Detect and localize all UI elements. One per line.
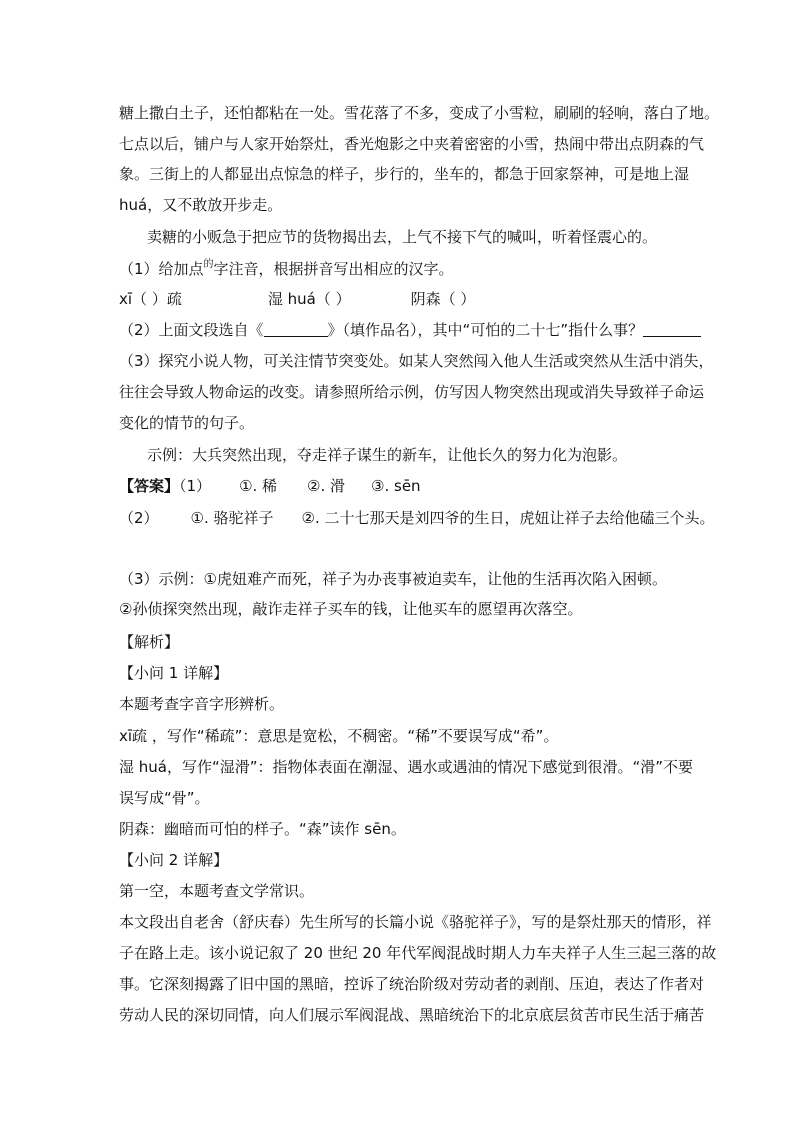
analysis-line: xī疏 ，写作“稀疏”：意思是宽松，不稠密。“稀”不要误写成“希”。 xyxy=(119,727,559,745)
analysis-line: 劳动人民的深切同情，向人们展示军阀混战、黑暗统治下的北京底层贫苦市民生活于痛苦 xyxy=(119,1006,705,1024)
question-2-a: （2）上面文段选自《 xyxy=(119,321,264,339)
answer-1-3: ③. sēn xyxy=(371,477,421,495)
answer-blank[interactable] xyxy=(264,322,328,337)
item-shihua: 湿 huá（ ） xyxy=(267,290,351,308)
passage-line: 糖上撒白土子，还怕都粘在一处。雪花落了不多，变成了小雪粒，刷刷的轻响，落白了地。 xyxy=(119,104,720,122)
answer-tag: 【答案】 xyxy=(119,477,180,495)
answer-3-line: （3）示例：①虎妞难产而死，祥子为办丧事被迫卖车，让他的生活再次陷入困顿。 xyxy=(119,570,667,588)
answer-2-1: ①. 骆驼祥子 xyxy=(190,509,274,527)
answer-1-2: ②. 滑 xyxy=(307,477,346,495)
analysis-line: 子在路上走。该小说记叙了 20 世纪 20 年代军阀混战时期人力车夫祥子人生三起三落的故 xyxy=(119,944,717,962)
question-1 xyxy=(119,259,454,282)
analysis-line: 第一空，本题考查文学常识。 xyxy=(119,882,315,900)
answer-3-line: ②孙侦探突然出现，敲诈走祥子买车的钱，让他买车的愿望再次落空。 xyxy=(119,600,583,618)
question-3-example: 示例：大兵突然出现，夺走祥子谋生的新车，让他长久的努力化为泡影。 xyxy=(147,446,628,464)
question-2 xyxy=(119,320,701,340)
question-2-b: 》（填作品名），其中“可怕的二十七”指什么事？ xyxy=(327,321,644,339)
passage-line: 七点以后，铺户与人家开始祭灶，香光炮影之中夹着密密的小雪，热闹中带出点阴森的气 xyxy=(119,135,705,153)
analysis-tag: 【解析】 xyxy=(119,633,180,651)
item-yinsen: 阴森（ ） xyxy=(410,290,476,308)
dot-mark: 的 xyxy=(203,259,214,270)
question-3-line: 变化的情节的句子。 xyxy=(119,414,255,432)
passage-paragraph: 卖糖的小贩急于把应节的货物揭出去，上气不接下气的喊叫，听着怪震心的。 xyxy=(147,228,658,246)
passage-line: 象。三街上的人都显出点惊急的样子，步行的，坐车的，都急于回家祭神，可是地上湿 xyxy=(119,165,690,183)
analysis-line: 本文段出自老舍（舒庆春）先生所写的长篇小说《骆驼祥子》，写的是祭灶那天的情形，祥 xyxy=(119,913,712,931)
answer-1 xyxy=(119,476,421,496)
answer-2-2: ②. 二十七那天是刘四爷的生日，虎妞让祥子去给他磕三个头。 xyxy=(301,509,715,527)
question-3-line: 往往会导致人物命运的改变。请参照所给示例，仿写因人物突然出现或消失导致祥子命运 xyxy=(119,383,705,401)
item-xi: xī（ ）疏 xyxy=(119,290,182,308)
answer-2-label: （2） xyxy=(119,509,159,527)
question-1-items xyxy=(119,289,475,309)
analysis-line: 误写成“骨”。 xyxy=(119,789,210,807)
answer-1-1: ①. 稀 xyxy=(239,477,278,495)
answer-2 xyxy=(119,508,715,528)
sub-heading-1: 【小问 1 详解】 xyxy=(119,664,229,682)
answer-1-label: （1） xyxy=(179,477,212,495)
passage-line: huá，又不敢放开步走。 xyxy=(119,196,283,214)
analysis-line: 本题考查字音字形辨析。 xyxy=(119,695,285,713)
question-1-suffix: 字注音，根据拼音写出相应的汉字。 xyxy=(213,260,454,278)
sub-heading-2: 【小问 2 详解】 xyxy=(119,851,229,869)
analysis-line: 事。它深刻揭露了旧中国的黑暗，控诉了统治阶级对劳动者的剥削、压迫，表达了作者对 xyxy=(119,975,705,993)
question-3-line: （3）探究小说人物，可关注情节突变处。如某人突然闯入他人生活或突然从生活中消失， xyxy=(119,352,714,370)
question-1-prefix: （1）给加点 xyxy=(119,260,204,278)
answer-blank[interactable] xyxy=(643,322,701,337)
analysis-line: 阴森：幽暗而可怕的样子。“森”读作 sēn。 xyxy=(119,820,406,838)
analysis-line: 湿 huá，写作“湿滑”：指物体表面在潮湿、遇水或遇油的情况下感觉到很滑。“滑”不要 xyxy=(119,758,694,776)
